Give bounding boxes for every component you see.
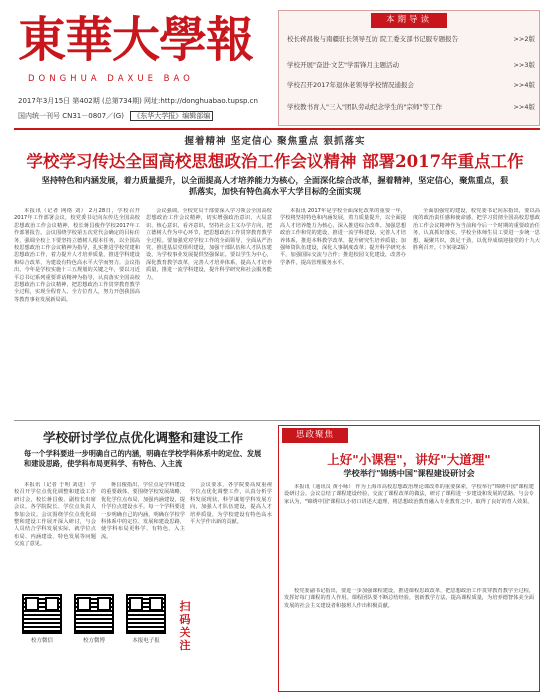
lead-story-column-2: 会议强调，全校党员干部要深入学习领会全国高校思想政治工作会议精神，切实增强政治意识、大局意识、核心意识、看齐意识，坚持社会主义办学方向，把立德树人作为中心环节，把思想政治工作贯穿教育教学全过程。要加强党对学校工作的全面领导，全面从严治党，推进基层党组织建设，加强干部队伍和人才队伍建设，为学校事业发展提供坚强保证。要以学生为中心，深化教育教学改革，完善人才培养体系，提高人才培养质量，推进一流学科建设，提升科学研究和社会服务能力。 [146, 208, 272, 281]
publication-number [18, 111, 213, 121]
lead-story-column-4: 全面加强党的建设，校党委书记向东指出，要以高度的政治责任感和使命感，把学习贯彻全国高校思想政治工作会议精神作为当前和今后一个时期的重要政治任务，认真抓好落实。学校全体师生员工要进一步统一思想，凝聚共识，鼓足干劲，以优异成绩迎接党的十九大胜利召开。（下转第2版） [413, 208, 540, 252]
story2-column-3: 会议要求，各学院要高度重视学位点优化调整工作，认真分析学科发展现状，科学谋划学科发展方向，加强人才队伍建设，提高人才培养质量，为学校建设有特色高水平大学作出新的贡献。 [190, 482, 272, 526]
story3-subhead: 学校举行"锦绣中国"课程建设研讨会 [343, 468, 475, 478]
issue-info: 2017年3月15日 第402期 (总第734期) 网址:http://donghuabao.tupsp.cn [18, 97, 258, 105]
qr-code-icon [22, 594, 62, 634]
qr-epaper[interactable]: 本报电子报 [126, 594, 166, 644]
story2-subhead: 每一个学科要进一步明确自己的内涵，明确在学校学科体系中的定位、发展和建设思路，使学科布局更科学、有特色、入主流 [24, 449, 262, 468]
guide-item[interactable]: 学校召开2017年退休老领导学校情况通报会 >>4版 [287, 81, 535, 89]
section-tag: 思政聚焦 [282, 428, 348, 443]
masthead [14, 8, 276, 126]
story3-para-1: 本报讯（通讯员 黄小咏） 作为上海市高校思想政治理论课改革的重要探索，学校举行"锦绣中国"课程建设研讨会。会议总结了课程建设经验，交流了课程改革的做法，研讨了课程进一步建设和发展的思路。与会专家认为，"锦绣中国"课程以小切口讲述大道理，将思想政治教育融入专业教育之中，取得了良好的育人效果。 [284, 484, 534, 505]
guide-item-page: >>2版 [513, 35, 535, 43]
lead-story-column-1: 本报讯（记者 网络 刘） 2月28日，学校召开2017年工作部署会议，校党委书记向东传达全国高校思想政治工作会议精神，校长蒋昌俊作学校2017年工作部署报告。会议围绕学校第五次党代会确定的目标任务，强调全校上下要坚持立德树人根本任务，以全国高校思想政治工作会议精神为指导，扎实推进学校党建和思想政治工作，着力提升人才培养质量，推进学科建设和综合改革，为建设有特色高水平大学而努力。会议指出，今年是学校实施十三五规划的关键之年，要以习近平总书记系列重要讲话精神为指导，认真落实全国高校思想政治工作会议精神，把思想政治工作贯穿教育教学全过程，实现全程育人、全方位育人，努力开创我国高等教育事业发展新局面。 [14, 208, 140, 303]
cn-number: CN31－0807／(G) [62, 112, 124, 120]
scan-follow-label: 扫码关注 [179, 600, 191, 652]
slogan: 握着精神 坚定信心 聚焦重点 狠抓落实 [184, 136, 366, 147]
lead-headline[interactable]: 学校学习传达全国高校思想政治工作会议精神 部署2017年重点工作 [26, 152, 524, 171]
guide-item[interactable]: 学校开展"奋进·文艺"学雷锋月主题活动 >>3版 [287, 61, 535, 69]
story3-headline[interactable]: 上好"小课程"，讲好"大道理" [327, 452, 491, 467]
newspaper-pinyin: DONGHUA DAXUE BAO [28, 74, 194, 84]
story2-headline[interactable]: 学校研讨学位点优化调整和建设工作 [42, 430, 243, 445]
cn-label: 国内统一刊号 [18, 112, 60, 120]
section-divider [14, 420, 540, 421]
newspaper-logo: 東華大學報 [18, 12, 254, 68]
issue-guide-box [278, 10, 540, 126]
guide-item-page: >>4版 [513, 103, 535, 111]
qr-code-icon [74, 594, 114, 634]
header-divider [14, 128, 540, 130]
story3-para-2: 校党委副书记指出，要进一步加强课程建设，推进课程思政改革，把思想政治工作贯穿教育教学全过程，发挥好每门课程的育人作用。课程团队要不断总结经验，创新教学方法，提高课程质量，为培养德智体美全面发展的社会主义建设者和接班人作出积极贡献。 [284, 588, 534, 609]
lead-story-column-3: 本报讯 2017年是学校全面深化改革的重要一年，学校将坚持特色和内涵发展，着力质量提升，以全面提高人才培养能力为核心，深入推进综合改革。加强思想政治工作和党的建设，推进一流学科建设，完善人才培养体系，推进本科教学改革，提升研究生培养质量；加强师资队伍建设，深化人事制度改革；提升科学研究水平，加强国际交流与合作；推进校园文化建设，改善办学条件，提高管理服务水平。 [280, 208, 406, 266]
qr-code-icon [126, 594, 166, 634]
lead-subhead: 坚持特色和内涵发展，着力质量提升，以全面提高人才培养能力为核心，全面深化综合改革，握着精神，坚定信心，聚焦重点，狠抓落实，加快有特色高水平大学目标的全面实现 [41, 175, 509, 196]
story2-column-1: 本报讯（记者 于明 刘进） 学校召开学位点优化调整和建设工作研讨会，校长蒋昌俊、副校长出席会议。各学院院长、学位点负责人参加会议。会议围绕学位点优化调整和建设工作展开深入研讨，与会人员结合学科发展实际，就学位点布局、内涵建设、特色发展等问题交流了意见。 [14, 482, 96, 548]
story2-column-2: 蒋昌俊指出，学位点是学科建设的重要载体，要围绕学校发展战略，优化学位点布局，加强内涵建设，提升学位点建设水平。每一个学科要进一步明确自己的内涵，明确在学校学科体系中的定位、发展和建设思路，使学科布局更科学、有特色、入主流。 [101, 482, 185, 540]
guide-item[interactable]: 学校教书育人"三入"团队劳动纪念学生的"宗师"等工作 >>4版 [287, 103, 535, 111]
qr-wechat[interactable]: 校方微信 [22, 594, 62, 644]
guide-title: 本期导读 [371, 13, 447, 28]
editor-label: 《东华大学报》编辑部编 [130, 111, 213, 121]
guide-item[interactable]: 校长蒋昌俊与南疆驻长领导互访 院工委支部书记服专题报告 >>2版 [287, 35, 535, 43]
guide-item-page: >>4版 [513, 81, 535, 89]
qr-weibo[interactable]: 校方微博 [74, 594, 114, 644]
guide-item-page: >>3版 [513, 61, 535, 69]
